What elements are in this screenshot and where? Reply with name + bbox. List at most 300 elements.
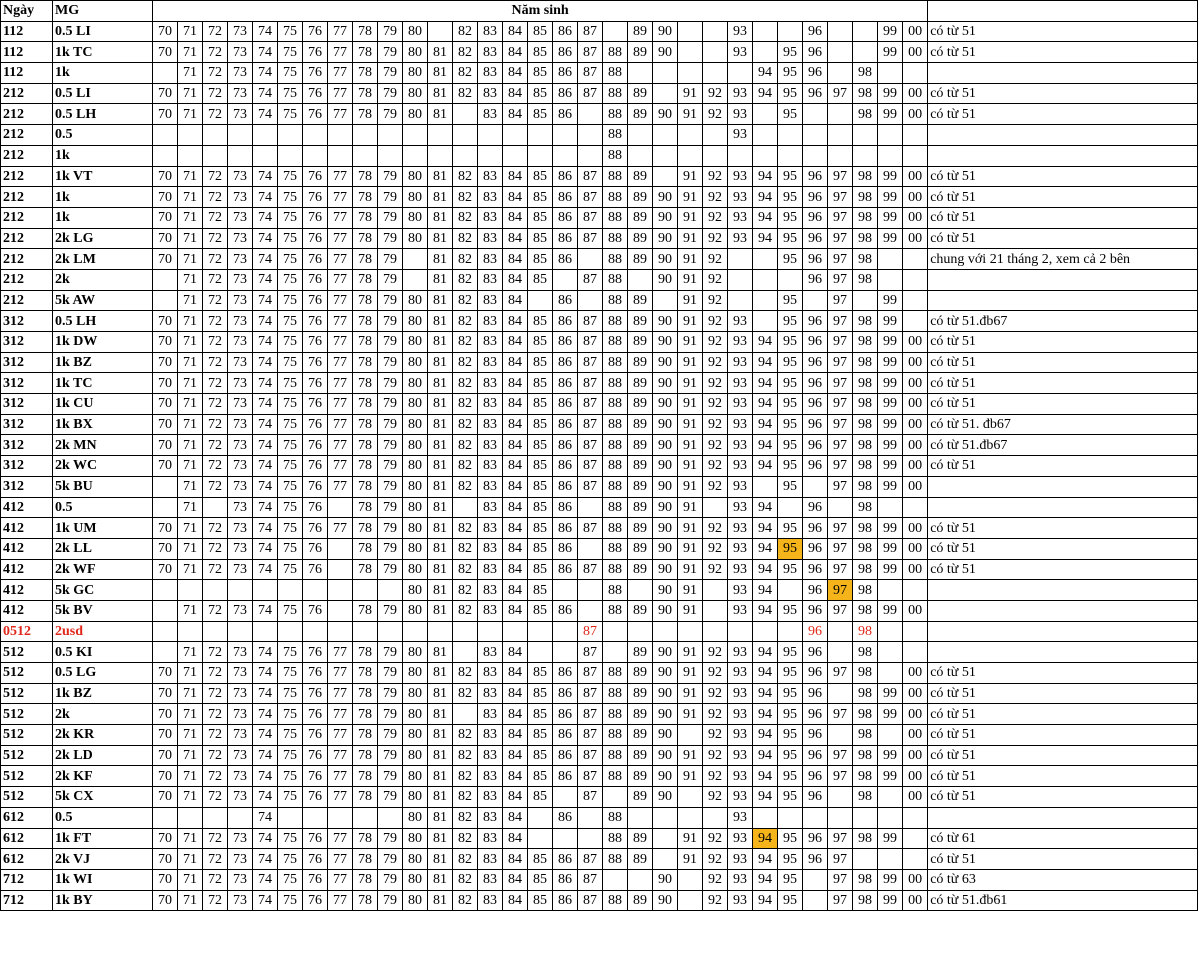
cell-year: 89: [628, 456, 653, 477]
cell-year: 74: [253, 683, 278, 704]
cell-year: 96: [803, 559, 828, 580]
cell-year: 99: [878, 435, 903, 456]
cell-year: [853, 42, 878, 63]
cell-year: [553, 125, 578, 146]
cell-year: 94: [753, 518, 778, 539]
cell-year: 99: [878, 311, 903, 332]
cell-year: 79: [378, 187, 403, 208]
table-row: [1, 187, 1198, 208]
cell-year: [753, 290, 778, 311]
cell-year: 89: [628, 228, 653, 249]
cell-year: 77: [328, 21, 353, 42]
cell-year: 91: [678, 249, 703, 270]
cell-year: 94: [753, 435, 778, 456]
cell-year: 92: [703, 187, 728, 208]
cell-year: [878, 63, 903, 84]
cell-year: [603, 621, 628, 642]
cell-year: 95: [778, 559, 803, 580]
cell-year: 79: [378, 394, 403, 415]
cell-year: 96: [803, 21, 828, 42]
cell-year: 79: [378, 745, 403, 766]
cell-year: 70: [153, 828, 178, 849]
cell-mg: 2k WF: [53, 559, 153, 580]
cell-year: 89: [628, 42, 653, 63]
cell-year: [778, 621, 803, 642]
cell-year: 98: [853, 642, 878, 663]
cell-year: 78: [353, 290, 378, 311]
cell-year: 97: [828, 518, 853, 539]
cell-year: 84: [503, 249, 528, 270]
cell-year: 70: [153, 766, 178, 787]
cell-year: 74: [253, 104, 278, 125]
cell-year: 92: [703, 559, 728, 580]
cell-year: [353, 621, 378, 642]
cell-year: 81: [428, 332, 453, 353]
cell-year: 88: [603, 456, 628, 477]
cell-year: 84: [503, 166, 528, 187]
cell-mg: 1k VT: [53, 166, 153, 187]
cell-note: có từ 51: [928, 352, 1198, 373]
cell-year: 76: [303, 42, 328, 63]
cell-year: [828, 642, 853, 663]
cell-year: 78: [353, 63, 378, 84]
cell-year: 87: [578, 745, 603, 766]
table-row: [1, 725, 1198, 746]
cell-year: 73: [228, 373, 253, 394]
cell-year: 75: [278, 600, 303, 621]
cell-year: 96: [803, 663, 828, 684]
cell-year: [228, 807, 253, 828]
cell-year: 84: [503, 497, 528, 518]
cell-year: 96: [803, 311, 828, 332]
cell-year: [878, 580, 903, 601]
cell-year: 81: [428, 456, 453, 477]
cell-year: 84: [503, 373, 528, 394]
cell-year: [553, 787, 578, 808]
cell-year: 74: [253, 600, 278, 621]
table-row: [1, 642, 1198, 663]
cell-year: 83: [478, 807, 503, 828]
cell-year: 80: [403, 187, 428, 208]
cell-year: [178, 125, 203, 146]
cell-year: 95: [778, 249, 803, 270]
cell-year: 96: [803, 683, 828, 704]
cell-year: 99: [878, 166, 903, 187]
cell-year: 71: [178, 21, 203, 42]
cell-year: 85: [528, 373, 553, 394]
cell-year: 83: [478, 890, 503, 911]
cell-year: 86: [553, 683, 578, 704]
cell-year: 72: [203, 42, 228, 63]
cell-year: [828, 42, 853, 63]
cell-note: có từ 51: [928, 663, 1198, 684]
cell-year: 96: [803, 745, 828, 766]
cell-year: 86: [553, 559, 578, 580]
cell-year: 93: [728, 683, 753, 704]
cell-year: 96: [803, 621, 828, 642]
cell-year: 81: [428, 249, 453, 270]
table-row: [1, 849, 1198, 870]
cell-year: 86: [553, 290, 578, 311]
header-ngay: Ngày: [1, 1, 53, 22]
cell-note: [928, 269, 1198, 290]
cell-year: 75: [278, 104, 303, 125]
cell-year: 73: [228, 207, 253, 228]
cell-year: 81: [428, 42, 453, 63]
cell-year: 77: [328, 435, 353, 456]
cell-year: [828, 621, 853, 642]
cell-year: 97: [828, 394, 853, 415]
cell-year: 88: [603, 125, 628, 146]
cell-year: [828, 683, 853, 704]
cell-year: 79: [378, 104, 403, 125]
table-row: [1, 21, 1198, 42]
cell-year: 87: [578, 518, 603, 539]
cell-year: 91: [678, 745, 703, 766]
cell-mg: 1k: [53, 187, 153, 208]
cell-year: 83: [478, 828, 503, 849]
cell-year: [153, 269, 178, 290]
cell-note: [928, 63, 1198, 84]
cell-year: 83: [478, 42, 503, 63]
cell-year: [903, 642, 928, 663]
cell-year: 96: [803, 228, 828, 249]
header-mg: MG: [53, 1, 153, 22]
cell-year: 91: [678, 269, 703, 290]
cell-year: 97: [828, 849, 853, 870]
cell-year: 91: [678, 435, 703, 456]
cell-year: 77: [328, 311, 353, 332]
cell-year: 97: [828, 332, 853, 353]
cell-year: 81: [428, 207, 453, 228]
cell-year: 75: [278, 63, 303, 84]
cell-year: [728, 249, 753, 270]
cell-year: 91: [678, 683, 703, 704]
table-row: [1, 249, 1198, 270]
cell-year: 71: [178, 311, 203, 332]
cell-year: 99: [878, 21, 903, 42]
cell-year: 93: [728, 125, 753, 146]
cell-year: 82: [453, 63, 478, 84]
cell-year: 76: [303, 166, 328, 187]
cell-year: 74: [253, 642, 278, 663]
cell-year: 92: [703, 373, 728, 394]
cell-year: 98: [853, 373, 878, 394]
cell-year: 93: [728, 559, 753, 580]
cell-year: [778, 21, 803, 42]
cell-year: 89: [628, 559, 653, 580]
cell-year: 75: [278, 311, 303, 332]
cell-year: 98: [853, 166, 878, 187]
cell-year: [553, 145, 578, 166]
cell-year: [728, 145, 753, 166]
cell-year: 98: [853, 683, 878, 704]
cell-year: 99: [878, 456, 903, 477]
cell-year: 72: [203, 63, 228, 84]
cell-year: [453, 104, 478, 125]
cell-year: 91: [678, 642, 703, 663]
cell-year: [453, 497, 478, 518]
cell-ngay: 212: [1, 166, 53, 187]
cell-year: 98: [853, 414, 878, 435]
cell-year: 75: [278, 869, 303, 890]
cell-year: [853, 145, 878, 166]
cell-year: 96: [803, 42, 828, 63]
cell-year: 82: [453, 559, 478, 580]
cell-year: [503, 145, 528, 166]
cell-year: 73: [228, 414, 253, 435]
cell-year: 85: [528, 683, 553, 704]
cell-year: 80: [403, 456, 428, 477]
cell-year: 78: [353, 435, 378, 456]
cell-mg: 0.5 KI: [53, 642, 153, 663]
cell-year: 00: [903, 704, 928, 725]
cell-year: 85: [528, 83, 553, 104]
cell-year: 80: [403, 828, 428, 849]
cell-year: 72: [203, 394, 228, 415]
cell-year: [603, 787, 628, 808]
cell-year: 93: [728, 518, 753, 539]
cell-year: 76: [303, 187, 328, 208]
cell-mg: 2k KR: [53, 725, 153, 746]
cell-year: 84: [503, 435, 528, 456]
cell-year: 85: [528, 166, 553, 187]
cell-mg: 5k BU: [53, 476, 153, 497]
cell-year: 72: [203, 228, 228, 249]
cell-year: 87: [578, 766, 603, 787]
cell-year: 71: [178, 600, 203, 621]
cell-year: [178, 145, 203, 166]
cell-year: 85: [528, 414, 553, 435]
table-row: [1, 207, 1198, 228]
cell-year: 88: [603, 228, 628, 249]
cell-mg: 1k: [53, 63, 153, 84]
cell-year: 74: [253, 787, 278, 808]
cell-year: 78: [353, 663, 378, 684]
cell-year: 77: [328, 890, 353, 911]
cell-year: 89: [628, 663, 653, 684]
cell-year: 72: [203, 849, 228, 870]
cell-year: [153, 642, 178, 663]
cell-year: 80: [403, 890, 428, 911]
cell-year: 74: [253, 869, 278, 890]
cell-year: 89: [628, 311, 653, 332]
cell-year: 86: [553, 476, 578, 497]
cell-year: 90: [653, 869, 678, 890]
cell-year: 90: [653, 104, 678, 125]
cell-year: 76: [303, 311, 328, 332]
cell-note: có từ 51: [928, 228, 1198, 249]
cell-ngay: 512: [1, 663, 53, 684]
cell-year: 98: [853, 621, 878, 642]
cell-year: 84: [503, 600, 528, 621]
cell-year: 87: [578, 207, 603, 228]
cell-year: 89: [628, 683, 653, 704]
cell-year: 93: [728, 456, 753, 477]
cell-year: [828, 145, 853, 166]
cell-year: 96: [803, 373, 828, 394]
cell-year: 90: [653, 518, 678, 539]
cell-year: 89: [628, 766, 653, 787]
cell-year: 95: [778, 745, 803, 766]
cell-mg: 2k VJ: [53, 849, 153, 870]
cell-year: [678, 21, 703, 42]
cell-year: 00: [903, 332, 928, 353]
cell-year: 74: [253, 456, 278, 477]
cell-year: 88: [603, 373, 628, 394]
cell-year: 82: [453, 373, 478, 394]
cell-year: 00: [903, 725, 928, 746]
cell-year: 73: [228, 394, 253, 415]
cell-year: [653, 63, 678, 84]
cell-ngay: 712: [1, 869, 53, 890]
cell-year: [753, 21, 778, 42]
cell-year: 79: [378, 518, 403, 539]
cell-year: 96: [803, 849, 828, 870]
cell-year: 85: [528, 249, 553, 270]
cell-year: 71: [178, 725, 203, 746]
cell-year: 75: [278, 332, 303, 353]
cell-year: 90: [653, 787, 678, 808]
cell-year: 76: [303, 849, 328, 870]
cell-year: 92: [703, 311, 728, 332]
cell-year: 76: [303, 332, 328, 353]
cell-year: 70: [153, 663, 178, 684]
cell-year: 79: [378, 600, 403, 621]
cell-year: [153, 621, 178, 642]
cell-year: 85: [528, 21, 553, 42]
cell-year: 86: [553, 83, 578, 104]
cell-year: 76: [303, 538, 328, 559]
cell-year: 93: [728, 807, 753, 828]
cell-year: 86: [553, 704, 578, 725]
cell-year: 77: [328, 269, 353, 290]
cell-year: 93: [728, 207, 753, 228]
cell-year: 73: [228, 600, 253, 621]
cell-note: có từ 51.đb67: [928, 311, 1198, 332]
cell-year: 89: [628, 83, 653, 104]
cell-year: 92: [703, 456, 728, 477]
cell-year: [853, 21, 878, 42]
cell-ngay: 212: [1, 249, 53, 270]
cell-year: 77: [328, 290, 353, 311]
cell-year: 73: [228, 828, 253, 849]
cell-year: 98: [853, 394, 878, 415]
cell-year: 78: [353, 249, 378, 270]
cell-year: [628, 63, 653, 84]
cell-mg: 1k BY: [53, 890, 153, 911]
cell-year: 77: [328, 63, 353, 84]
cell-year: 83: [478, 869, 503, 890]
cell-year: 95: [778, 166, 803, 187]
cell-year: 99: [878, 83, 903, 104]
cell-year: [528, 125, 553, 146]
cell-year: 80: [403, 518, 428, 539]
cell-year: [203, 125, 228, 146]
cell-year: 96: [803, 725, 828, 746]
cell-year: 00: [903, 414, 928, 435]
table-row: [1, 663, 1198, 684]
cell-year: 80: [403, 766, 428, 787]
cell-year: 78: [353, 704, 378, 725]
cell-year: 86: [553, 435, 578, 456]
cell-year: 73: [228, 166, 253, 187]
cell-mg: 1k FT: [53, 828, 153, 849]
cell-year: [328, 580, 353, 601]
cell-year: 99: [878, 228, 903, 249]
cell-year: 92: [703, 663, 728, 684]
cell-year: [628, 269, 653, 290]
cell-year: 82: [453, 725, 478, 746]
cell-year: 74: [253, 414, 278, 435]
cell-year: 95: [778, 849, 803, 870]
cell-year: 73: [228, 725, 253, 746]
cell-year: 81: [428, 600, 453, 621]
cell-mg: 0.5: [53, 807, 153, 828]
cell-year: 88: [603, 663, 628, 684]
cell-year: 78: [353, 828, 378, 849]
cell-year: 90: [653, 683, 678, 704]
cell-year: 75: [278, 83, 303, 104]
cell-year: 89: [628, 497, 653, 518]
cell-year: 76: [303, 228, 328, 249]
cell-year: 88: [603, 828, 628, 849]
cell-year: 73: [228, 435, 253, 456]
cell-year: 00: [903, 518, 928, 539]
cell-year: 70: [153, 21, 178, 42]
cell-year: 83: [478, 580, 503, 601]
cell-year: 93: [728, 187, 753, 208]
cell-year: [778, 580, 803, 601]
cell-year: 74: [253, 394, 278, 415]
cell-year: 88: [603, 187, 628, 208]
cell-year: 94: [753, 538, 778, 559]
cell-year: [403, 269, 428, 290]
cell-year: 75: [278, 352, 303, 373]
cell-year: 86: [553, 538, 578, 559]
cell-year: 88: [603, 83, 628, 104]
cell-year: [428, 621, 453, 642]
cell-year: 85: [528, 704, 553, 725]
cell-year: 94: [753, 456, 778, 477]
table-row: [1, 166, 1198, 187]
cell-mg: 2k LM: [53, 249, 153, 270]
cell-year: 84: [503, 890, 528, 911]
cell-year: [353, 580, 378, 601]
cell-year: 76: [303, 745, 328, 766]
cell-year: 83: [478, 435, 503, 456]
cell-note: có từ 51: [928, 187, 1198, 208]
cell-year: 92: [703, 332, 728, 353]
cell-year: 98: [853, 600, 878, 621]
cell-year: [553, 828, 578, 849]
cell-year: 99: [878, 187, 903, 208]
cell-year: 75: [278, 538, 303, 559]
cell-year: 77: [328, 42, 353, 63]
cell-year: [578, 145, 603, 166]
cell-year: 76: [303, 683, 328, 704]
cell-year: 91: [678, 538, 703, 559]
cell-note: có từ 51: [928, 42, 1198, 63]
cell-year: [853, 125, 878, 146]
cell-year: 92: [703, 290, 728, 311]
cell-year: 74: [253, 766, 278, 787]
cell-year: 89: [628, 725, 653, 746]
cell-year: 97: [828, 559, 853, 580]
cell-year: [378, 807, 403, 828]
cell-year: 93: [728, 394, 753, 415]
cell-year: 90: [653, 311, 678, 332]
